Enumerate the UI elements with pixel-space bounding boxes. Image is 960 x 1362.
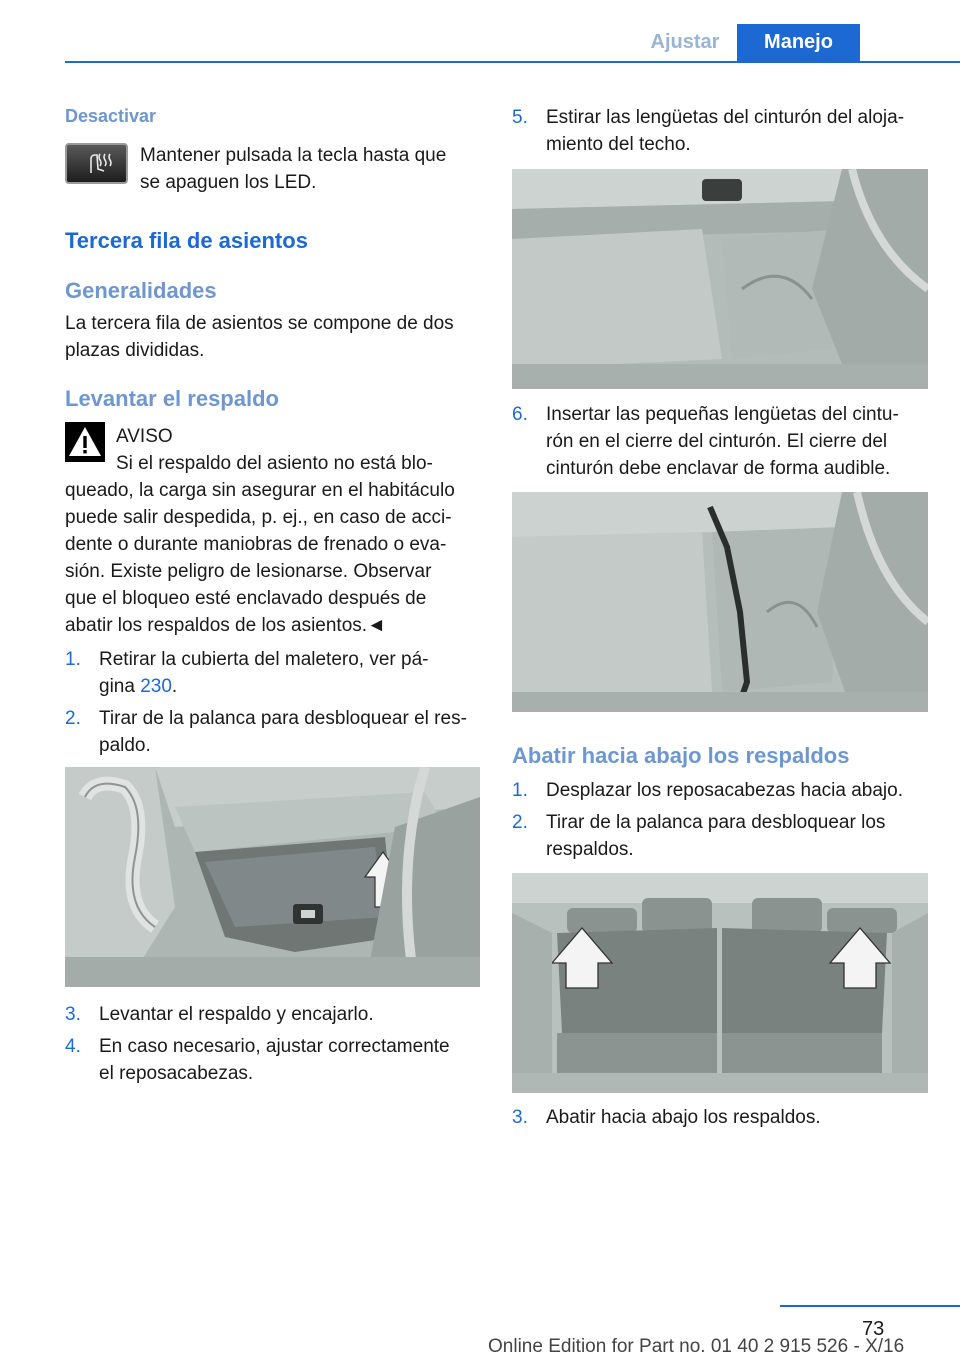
aviso-line: queado, la carga sin asegurar en el habitáculo — [65, 480, 455, 501]
step-number: 1. — [512, 780, 528, 801]
aviso-line: Si el respaldo del asiento no está blo- — [116, 453, 433, 474]
aviso-line: dente o durante maniobras de frenado o eva- — [65, 534, 447, 555]
step-number: 2. — [512, 812, 528, 833]
step-number: 4. — [65, 1036, 81, 1057]
step-number: 5. — [512, 107, 528, 128]
step-4-line-2: el reposacabezas. — [99, 1063, 254, 1084]
step-5-line-1: Estirar las lengüetas del cinturón del aloja- — [546, 107, 905, 128]
step-number: 1. — [65, 649, 81, 670]
aviso-line: sión. Existe peligro de lesionarse. Observar — [65, 561, 432, 582]
aviso-title: AVISO — [116, 426, 173, 447]
step-number: 3. — [65, 1004, 81, 1025]
aviso-line: abatir los respaldos de los asientos.◄ — [65, 615, 386, 636]
step-number: 6. — [512, 404, 528, 425]
generalidades-line-2: plazas divididas. — [65, 340, 205, 361]
tab-manejo[interactable]: Manejo — [737, 24, 860, 61]
warning-icon — [65, 422, 105, 462]
photo-roof-belt — [512, 169, 928, 389]
desactivar-line-1: Mantener pulsada la tecla hasta que — [140, 145, 447, 166]
step-5-line-2: miento del techo. — [546, 134, 691, 155]
footer-rule — [780, 1305, 960, 1307]
page-link-230[interactable]: 230 — [140, 676, 172, 697]
abatir-step-1-line-1: Desplazar los reposacabezas hacia abajo. — [546, 780, 903, 801]
step-1-line-2: gina 230. — [99, 676, 178, 697]
step-4-line-1: En caso necesario, ajustar correctamente — [99, 1036, 450, 1057]
step-6-line-3: cinturón debe enclavar de forma audible. — [546, 458, 891, 479]
abatir-step-3-line-1: Abatir hacia abajo los respaldos. — [546, 1107, 821, 1128]
abatir-step-2-line-1: Tirar de la palanca para desbloquear los — [546, 812, 886, 833]
aviso-line: que el bloqueo esté enclavado después de — [65, 588, 427, 609]
desactivar-line-2: se apaguen los LED. — [140, 172, 317, 193]
seat-heating-button-icon — [65, 143, 128, 184]
step-1-line-1: Retirar la cubierta del maletero, ver pá- — [99, 649, 429, 670]
step-6-line-1: Insertar las pequeñas lengüetas del cintu- — [546, 404, 899, 425]
step-6-line-2: rón en el cierre del cinturón. El cierre del — [546, 431, 888, 452]
step-number: 3. — [512, 1107, 528, 1128]
photo-belt-buckle — [512, 492, 928, 712]
photo-fold-seats — [512, 873, 928, 1093]
aviso-line: puede salir despedida, p. ej., en caso de acci- — [65, 507, 452, 528]
footer-edition: Online Edition for Part no. 01 40 2 915 526 - X/16 — [488, 1336, 905, 1357]
step-2-line-2: paldo. — [99, 735, 151, 756]
heading-levantar-respaldo: Levantar el respaldo — [65, 386, 279, 411]
desactivar-label: Desactivar — [65, 106, 157, 126]
abatir-step-2-line-2: respaldos. — [546, 839, 634, 860]
photo-trunk-lever — [65, 767, 480, 987]
step-3-line-1: Levantar el respaldo y encajarlo. — [99, 1004, 374, 1025]
step-number: 2. — [65, 708, 81, 729]
generalidades-line-1: La tercera fila de asientos se compone de dos — [65, 313, 454, 334]
heading-tercera-fila: Tercera fila de asientos — [65, 228, 308, 253]
header-rule — [65, 61, 960, 63]
step-2-line-1: Tirar de la palanca para desbloquear el res- — [99, 708, 467, 729]
tab-ajustar[interactable]: Ajustar — [650, 31, 720, 53]
heading-generalidades: Generalidades — [65, 278, 217, 303]
page-number: 73 — [862, 1318, 885, 1340]
heading-abatir-respaldos: Abatir hacia abajo los respaldos — [512, 743, 850, 768]
